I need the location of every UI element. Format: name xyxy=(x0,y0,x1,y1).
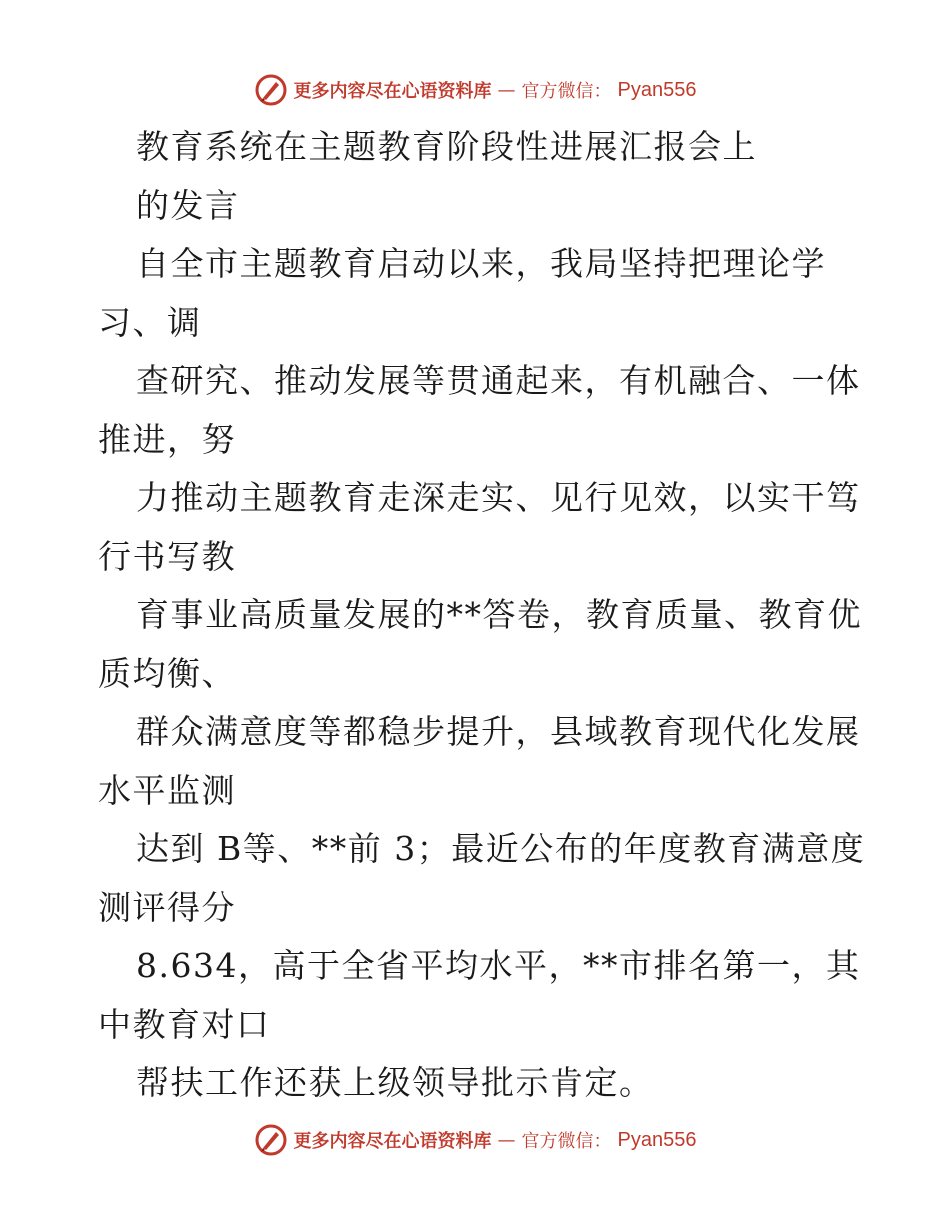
document-line: 育事业高质量发展的**答卷，教育质量、教育优 xyxy=(136,595,862,634)
document-line: 查研究、推动发展等贯通起来，有机融合、一体 xyxy=(136,361,861,400)
document-line: 水平监测 xyxy=(98,770,236,810)
watermark-separator: — xyxy=(497,1129,516,1151)
document-line: 测评得分 xyxy=(98,887,236,927)
document-line: 中教育对口 xyxy=(98,1004,271,1044)
quill-pen-logo-icon xyxy=(254,1123,288,1157)
watermark-wechat-id: Pyan556 xyxy=(617,78,697,101)
watermark-text: 更多内容尽在心语资料库 xyxy=(293,1131,492,1152)
document-line: 质均衡、 xyxy=(98,653,236,693)
document-line: 力推动主题教育走深走实、见行见效，以实干笃 xyxy=(136,478,861,517)
watermark-wechat-id: Pyan556 xyxy=(617,1128,697,1151)
document-line: 群众满意度等都稳步提升，县域教育现代化发展 xyxy=(136,712,861,751)
document-line: 习、调 xyxy=(98,302,202,342)
document-line: 的发言 xyxy=(136,185,240,225)
watermark-wechat-label: 官方微信： xyxy=(521,1131,612,1152)
watermark-wechat-label: 官方微信： xyxy=(521,81,612,102)
document-line: 自全市主题教育启动以来，我局坚持把理论学 xyxy=(136,244,826,283)
footer-watermark xyxy=(0,1120,950,1160)
document-body xyxy=(98,118,866,1113)
document-line: 8.634，高于全省平均水平，**市排名第一，其 xyxy=(136,946,861,985)
document-line: 教育系统在主题教育阶段性进展汇报会上 xyxy=(136,127,757,166)
watermark-text: 更多内容尽在心语资料库 xyxy=(293,81,492,102)
document-line: 行书写教 xyxy=(98,536,236,576)
header-watermark xyxy=(0,70,950,110)
document-line: 推进，努 xyxy=(98,419,236,459)
document-line: 帮扶工作还获上级领导批示肯定。 xyxy=(136,1063,654,1102)
watermark-separator: — xyxy=(497,79,516,101)
document-line: 达到 B等、**前 3；最近公布的年度教育满意度 xyxy=(136,829,866,868)
quill-pen-logo-icon xyxy=(254,73,288,107)
